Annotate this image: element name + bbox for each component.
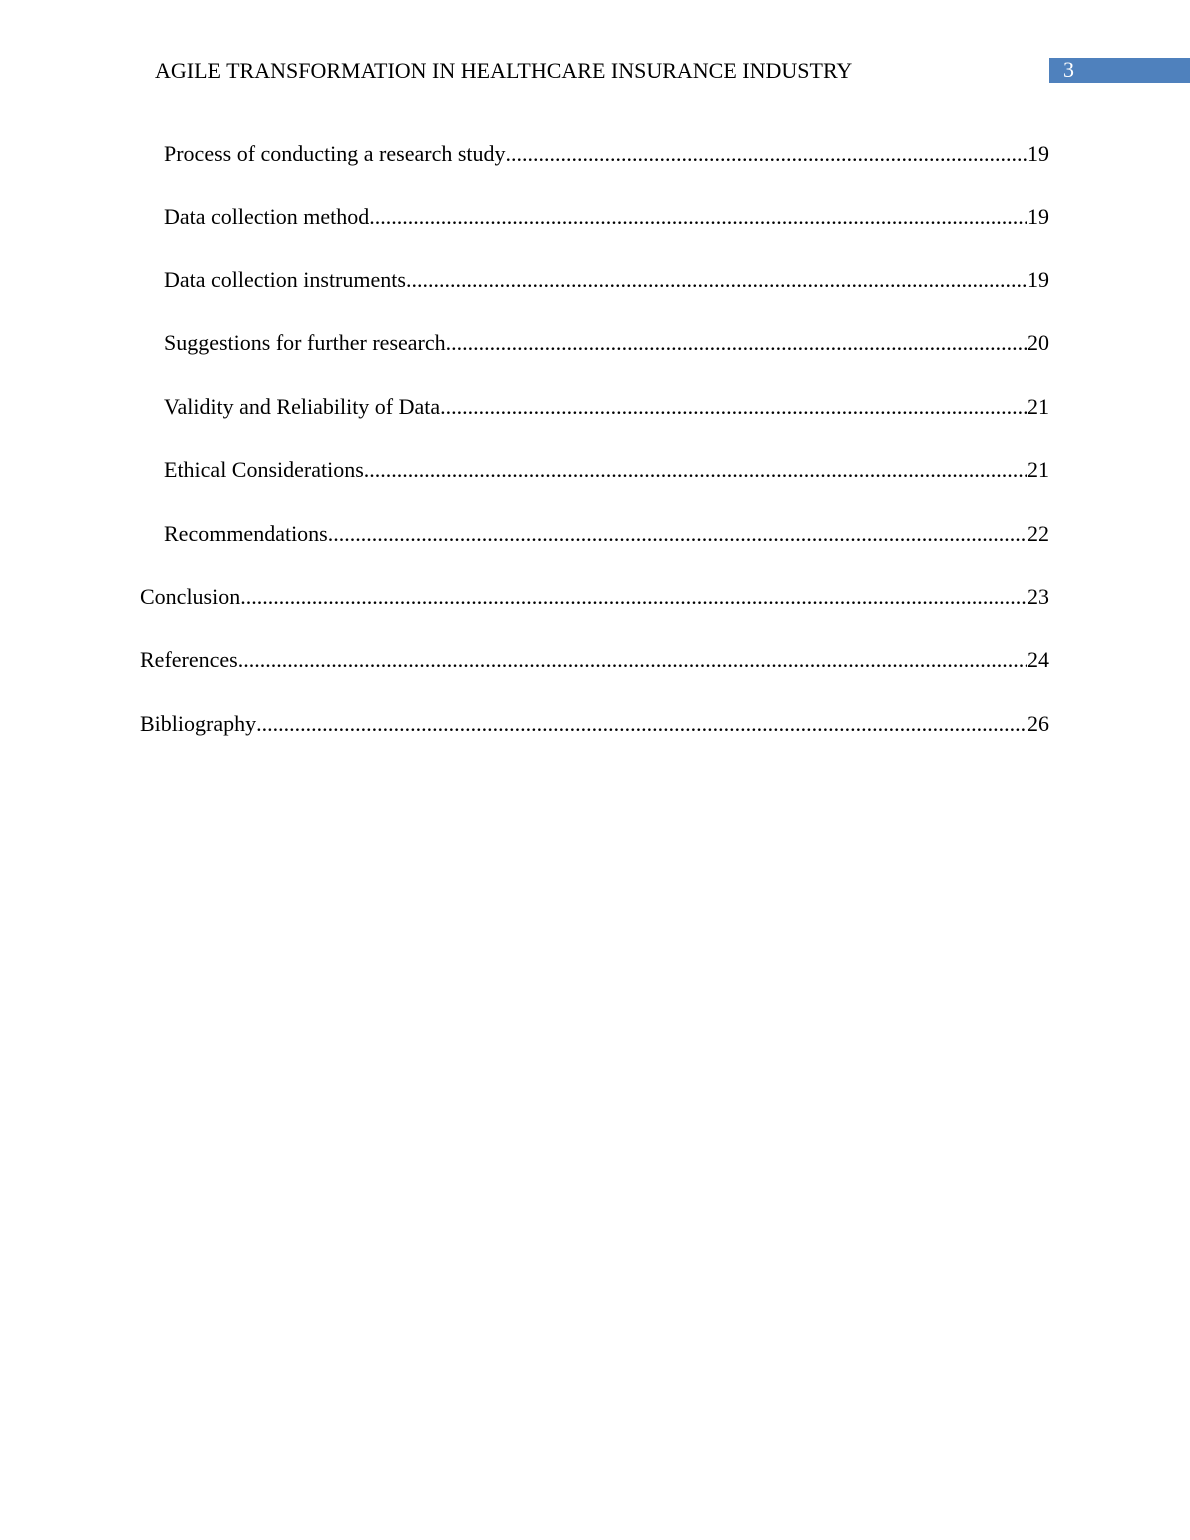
toc-dot-leader	[238, 646, 1027, 674]
toc-entry[interactable]	[164, 329, 1049, 357]
toc-entry-page: 21	[1027, 457, 1049, 482]
toc-dot-leader	[446, 329, 1027, 357]
toc-entry-label: Process of conducting a research study	[164, 141, 506, 166]
page-number: 3	[1063, 57, 1074, 82]
toc-dot-leader	[240, 583, 1027, 611]
toc-entry-page: 22	[1027, 521, 1049, 546]
toc-dot-leader	[364, 456, 1027, 484]
running-header-title: AGILE TRANSFORMATION IN HEALTHCARE INSURANCE INDUSTRY	[155, 58, 853, 83]
toc-entry-page: 20	[1027, 330, 1049, 355]
toc-dot-leader	[369, 203, 1027, 231]
toc-entry[interactable]	[164, 520, 1049, 548]
toc-entry-page: 24	[1027, 647, 1049, 672]
toc-entry[interactable]	[164, 140, 1049, 168]
toc-dot-leader	[328, 520, 1027, 548]
toc-entry-label: Data collection instruments	[164, 267, 406, 292]
toc-entry-page: 19	[1027, 141, 1049, 166]
toc-entry-page: 21	[1027, 394, 1049, 419]
toc-entry-page: 19	[1027, 267, 1049, 292]
toc-dot-leader	[506, 140, 1027, 168]
toc-entry-label: Suggestions for further research	[164, 330, 446, 355]
toc-entry-page: 26	[1027, 711, 1049, 736]
toc-entry[interactable]	[164, 266, 1049, 294]
toc-dot-leader	[256, 710, 1027, 738]
page-number-badge	[1049, 58, 1190, 83]
toc-entry-label: Validity and Reliability of Data	[164, 394, 441, 419]
toc-entry-label: Conclusion	[140, 584, 241, 609]
toc-entry[interactable]	[140, 583, 1049, 611]
toc-entry[interactable]	[140, 710, 1049, 738]
toc-entry[interactable]	[164, 393, 1049, 421]
toc-entry-label: Data collection method	[164, 204, 370, 229]
toc-entry[interactable]	[140, 646, 1049, 674]
toc-entry-label: Ethical Considerations	[164, 457, 364, 482]
toc-entry-label: Recommendations	[164, 521, 328, 546]
toc-entry-label: Bibliography	[140, 711, 257, 736]
toc-entry-page: 23	[1027, 584, 1049, 609]
toc-dot-leader	[406, 266, 1027, 294]
toc-dot-leader	[440, 393, 1027, 421]
toc-entry-page: 19	[1027, 204, 1049, 229]
toc-entry[interactable]	[164, 203, 1049, 231]
toc-entry-label: References	[140, 647, 238, 672]
toc-entry[interactable]	[164, 456, 1049, 484]
